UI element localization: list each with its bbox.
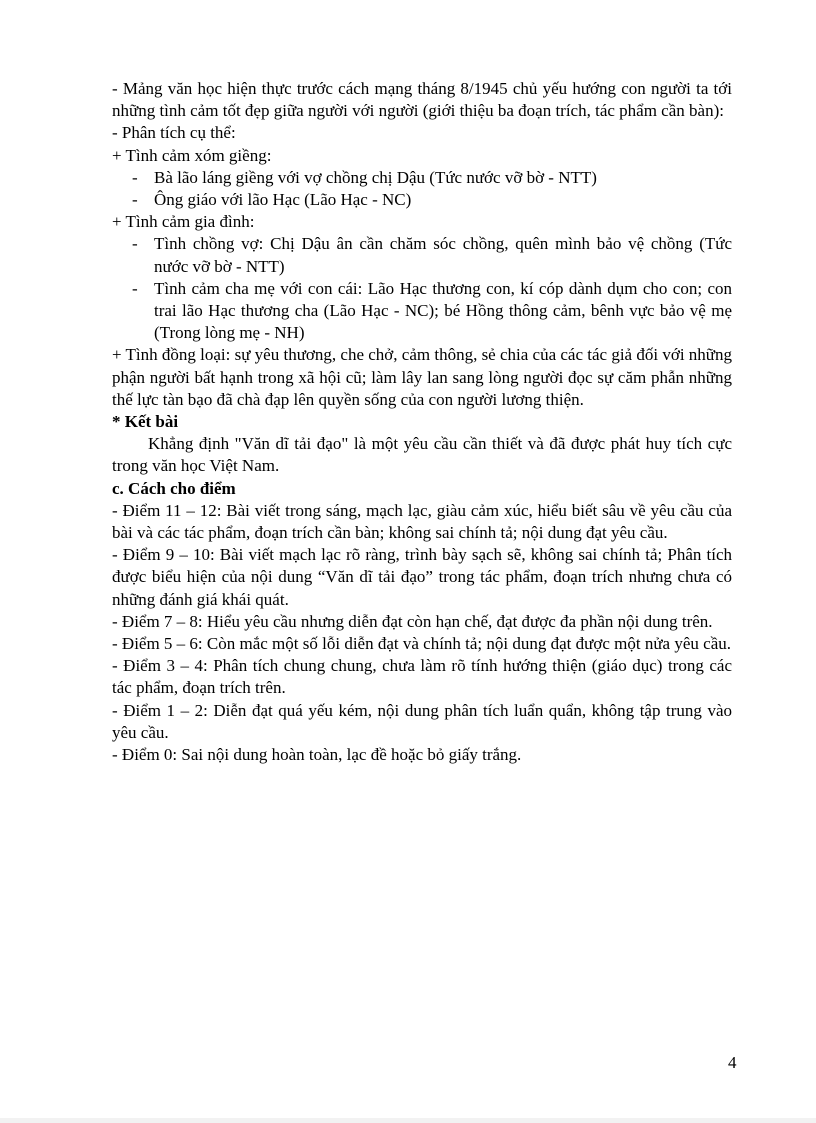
intro-paragraph: - Mảng văn học hiện thực trước cách mạng tháng 8/1945 chủ yếu hướng con người ta tới những tình cảm tốt đẹp giữa người với người (giới thiệu ba đoạn trích, tác phẩm cần bàn):	[112, 79, 732, 121]
list-item: - Bà lão láng giềng với vợ chồng chị Dậu (Tức nước vỡ bờ - NTT)	[112, 167, 732, 189]
grading-item: - Điểm 3 – 4: Phân tích chung chung, chưa làm rõ tính hướng thiện (giáo dục) trong các tác phẩm, đoạn trích trên.	[112, 656, 732, 698]
dash-marker: -	[132, 190, 138, 210]
analysis-label: - Phân tích cụ thể:	[112, 123, 236, 143]
grading-item: - Điểm 11 – 12: Bài viết trong sáng, mạch lạc, giàu cảm xúc, hiểu biết sâu về yêu cầu của bài và các tác phẩm, đoạn trích cần bàn; không sai chính tả; nội dung đạt yêu cầu.	[112, 500, 732, 543]
list-item: - Ông giáo với lão Hạc (Lão Hạc - NC)	[112, 189, 732, 211]
neighbor-section-title: + Tình cảm xóm giềng:	[112, 145, 272, 165]
list-item: - Tình cảm cha mẹ với con cái: Lão Hạc thương con, kí cóp dành dụm cho con; con trai lão Hạc thương cha (Lão Hạc - NC); bé Hồng thông cảm, bênh vực bảo vệ mẹ (Trong lòng mẹ - NH)	[132, 278, 732, 343]
family-section-title: + Tình cảm gia đình:	[112, 212, 255, 232]
grading-item: - Điểm 1 – 2: Diễn đạt quá yếu kém, nội dung phân tích luẩn quẩn, không tập trung vào yêu cầu.	[112, 700, 732, 742]
grading-item: - Điểm 0: Sai nội dung hoàn toàn, lạc đề hoặc bỏ giấy trắng.	[112, 745, 522, 765]
conclusion-text: Khẳng định "Văn dĩ tải đạo" là một yêu cầu cần thiết và đã được phát huy tích cực trong văn học Việt Nam.	[112, 434, 732, 476]
dash-marker: -	[132, 278, 138, 298]
compatriot-paragraph: + Tình đồng loại: sự yêu thương, che chở, cảm thông, sẻ chia của các tác giả đối với những phận người bất hạnh trong xã hội cũ; làm lây lan sang lòng người đọc sự căm phẫn những thế lực tàn bạo đã chà đạp lên quyền sống của con người lương thiện.	[112, 345, 733, 409]
grading-heading: c. Cách cho điểm	[112, 478, 236, 498]
grading-item: - Điểm 5 – 6: Còn mắc một số lỗi diễn đạt và chính tả; nội dung đạt được một nửa yêu cầu.	[112, 634, 731, 654]
conclusion-heading: * Kết bài	[112, 412, 179, 432]
page-body	[112, 78, 732, 766]
page-bottom-divider	[0, 1118, 816, 1123]
grading-item: - Điểm 7 – 8: Hiểu yêu cầu nhưng diễn đạt còn hạn chế, đạt được đa phần nội dung trên.	[112, 611, 713, 631]
family-list	[112, 233, 732, 344]
grading-item: - Điểm 9 – 10: Bài viết mạch lạc rõ ràng, trình bày sạch sẽ, không sai chính tả; Phân tích được biểu hiện của nội dung “Văn dĩ tải đạo” trong tác phẩm, đoạn trích nhưng chưa có những đánh giá khái quát.	[112, 545, 732, 609]
dash-marker: -	[132, 234, 138, 254]
neighbor-list	[112, 167, 732, 211]
list-item: - Tình chồng vợ: Chị Dậu ân cần chăm sóc chồng, quên mình bảo vệ chồng (Tức nước vỡ bờ - NTT)	[132, 234, 732, 276]
page-number: 4	[728, 1053, 737, 1072]
dash-marker: -	[132, 167, 138, 187]
